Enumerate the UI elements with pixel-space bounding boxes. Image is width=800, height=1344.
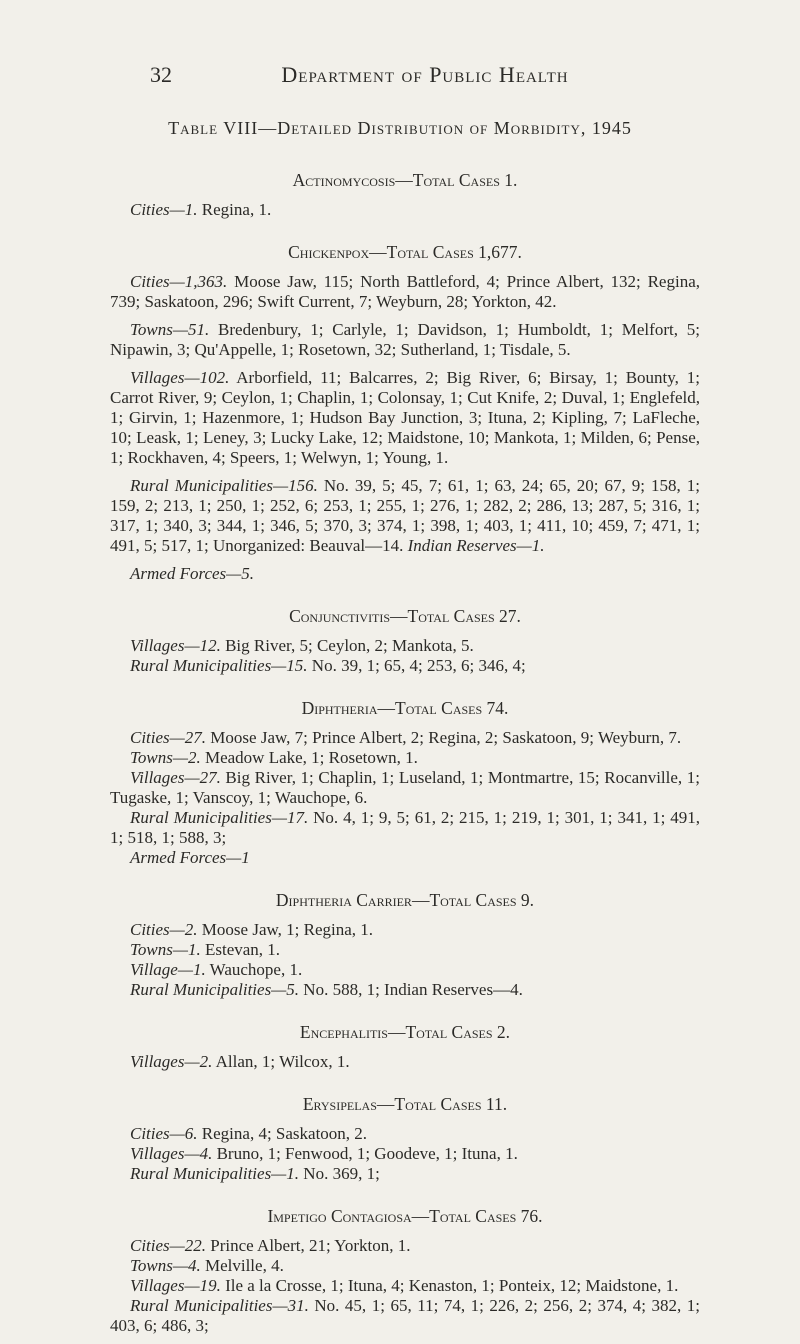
page-header [150,62,700,92]
category-label: Towns—2. [130,748,201,767]
section-heading-actinomycosis: Actinomycosis—Total Cases 1. [292,170,518,190]
category-text: Arborfield, 11; Balcarres, 2; Big River, 6; Birsay, 1; Bounty, 1; Carrot River, 9; Ceylon, 1; Chaplin, 1; Colonsay, 1; Cut Knife, 2; Duval, 1; Englefeld, 1; Girvin, 1; Hazenmore, 1; Hudson Bay Junction, 3; Ituna, 2; Kipling, 7; LaFleche, 10; Leask, 1; Leney, 3; Lucky Lake, 12; Maidstone, 10; Mankota, 1; Milden, 6; Pense, 1; Rockhaven, 4; Speers, 1; Welwyn, 1; Young, 1. [110,368,700,467]
chickenpox-villages [110,368,700,468]
section-heading-diphtheria-carrier: Diphtheria Carrier—Total Cases 9. [275,890,535,910]
category-text: Regina, 1. [197,200,272,219]
category-text: Regina, 4; Saskatoon, 2. [197,1124,368,1143]
category-label: Villages—19. [130,1276,221,1295]
impetigo-rural [110,1296,700,1336]
chickenpox-rural [110,476,700,556]
diphtheria-towns [110,748,700,768]
category-label: Cities—6. [130,1124,198,1143]
category-label: Rural Municipalities—17. [130,808,309,827]
impetigo-towns [110,1256,700,1276]
category-label: Villages—12. [130,636,221,655]
category-label: Villages—4. [130,1144,213,1163]
category-label: Villages—2. [130,1052,213,1071]
category-text: No. 39, 5; 45, 7; 61, 1; 63, 24; 65, 20; 67, 9; 158, 1; 159, 2; 213, 1; 250, 1; 252, 6; 253, 1; 255, 1; 276, 1; 282, 2; 286, 13; 287, 5; 316, 1; 317, 1; 340, 3; 344, 1; 346, 5; 370, 3; 374, 1; 398, 1; 403, 1; 411, 10; 459, 7; 471, 1; 491, 5; 517, 1; Unorganized: Beauval—14. [110,476,701,555]
conjunctivitis-rural [110,656,700,676]
category-label: Towns—1. [130,940,201,959]
diphtheria-carrier-village [110,960,700,980]
diphtheria-carrier-cities [110,920,700,940]
running-title: Department of Public Health [281,62,569,87]
diphtheria-villages [110,768,700,808]
encephalitis-villages [110,1052,700,1072]
category-label: Village—1. [130,960,206,979]
section-heading-conjunctivitis: Conjunctivitis—Total Cases 27. [289,606,521,626]
category-text: No. 588, 1; Indian Reserves—4. [299,980,523,999]
diphtheria-carrier-towns [110,940,700,960]
category-text: No. 369, 1; [299,1164,380,1183]
chickenpox-cities [110,272,700,312]
category-label: Rural Municipalities—5. [130,980,300,999]
category-label: Cities—1,363. [130,272,228,291]
category-text: Moose Jaw, 1; Regina, 1. [197,920,374,939]
category-label: Cities—1. [130,200,198,219]
category-label: Towns—51. [130,320,210,339]
category-label: Rural Municipalities—1. [130,1164,300,1183]
category-label: Villages—27. [130,768,221,787]
section-heading-impetigo: Impetigo Contagiosa—Total Cases 76. [267,1206,543,1226]
category-label: Villages—102. [130,368,230,387]
section-heading-diphtheria: Diphtheria—Total Cases 74. [301,698,509,718]
impetigo-cities [110,1236,700,1256]
category-text: No. 4, 1; 9, 5; 61, 2; 215, 1; 219, 1; 301, 1; 341, 1; 491, 1; 518, 1; 588, 3; [110,808,700,847]
chickenpox-armed [110,564,700,584]
diphtheria-armed [110,848,700,868]
category-text: Moose Jaw, 115; North Battleford, 4; Prince Albert, 132; Regina, 739; Saskatoon, 296; Swift Current, 7; Weyburn, 28; Yorkton, 42. [110,272,700,311]
erysipelas-rural [110,1164,700,1184]
diphtheria-carrier-rural [110,980,700,1000]
category-label: Armed Forces—5. [130,564,255,583]
category-label: Cities—27. [130,728,207,747]
section-heading-encephalitis: Encephalitis—Total Cases 2. [299,1022,511,1042]
table-title: Table VIII—Detailed Distribution of Morbidity, 1945 [168,118,632,138]
category-text: Bruno, 1; Fenwood, 1; Goodeve, 1; Ituna, 1. [212,1144,518,1163]
actinomycosis-cities [110,200,700,220]
diphtheria-cities [110,728,700,748]
category-label: Cities—2. [130,920,198,939]
category-label: Rural Municipalities—156. [130,476,318,495]
section-heading-chickenpox: Chickenpox—Total Cases 1,677. [288,242,522,262]
category-text: Big River, 1; Chaplin, 1; Luseland, 1; Montmartre, 15; Rocanville, 1; Tugaske, 1; Vanscoy, 1; Wauchope, 6. [110,768,700,807]
category-label: Towns—4. [130,1256,201,1275]
indian-reserves-label: Indian Reserves—1. [407,536,545,555]
category-text: Melville, 4. [200,1256,284,1275]
category-text: No. 45, 1; 65, 11; 74, 1; 226, 2; 256, 2; 374, 4; 382, 1; 403, 6; 486, 3; [110,1296,700,1335]
diphtheria-rural [110,808,700,848]
page-number: 32 [150,62,172,87]
category-text: Wauchope, 1. [205,960,303,979]
category-label: Rural Municipalities—15. [130,656,308,675]
category-text: Moose Jaw, 7; Prince Albert, 2; Regina, 2; Saskatoon, 9; Weyburn, 7. [206,728,682,747]
category-text: Prince Albert, 21; Yorkton, 1. [206,1236,411,1255]
table-content [110,148,700,1344]
chickenpox-towns [110,320,700,360]
category-text: Big River, 5; Ceylon, 2; Mankota, 5. [220,636,474,655]
category-text: No. 39, 1; 65, 4; 253, 6; 346, 4; [307,656,526,675]
impetigo-villages [110,1276,700,1296]
category-text: Meadow Lake, 1; Rosetown, 1. [200,748,418,767]
category-text: Allan, 1; Wilcox, 1. [212,1052,350,1071]
conjunctivitis-villages [110,636,700,656]
category-label: Armed Forces—1 [130,848,250,867]
category-text: Ile a la Crosse, 1; Ituna, 4; Kenaston, 1; Ponteix, 12; Maidstone, 1. [220,1276,679,1295]
category-label: Cities—22. [130,1236,207,1255]
category-text: Estevan, 1. [200,940,281,959]
section-heading-erysipelas: Erysipelas—Total Cases 11. [302,1094,508,1114]
erysipelas-villages [110,1144,700,1164]
category-text: Bredenbury, 1; Carlyle, 1; Davidson, 1; Humboldt, 1; Melfort, 5; Nipawin, 3; Qu'Appelle, 1; Rosetown, 32; Sutherland, 1; Tisdale, 5. [110,320,700,359]
erysipelas-cities [110,1124,700,1144]
category-label: Rural Municipalities—31. [130,1296,309,1315]
